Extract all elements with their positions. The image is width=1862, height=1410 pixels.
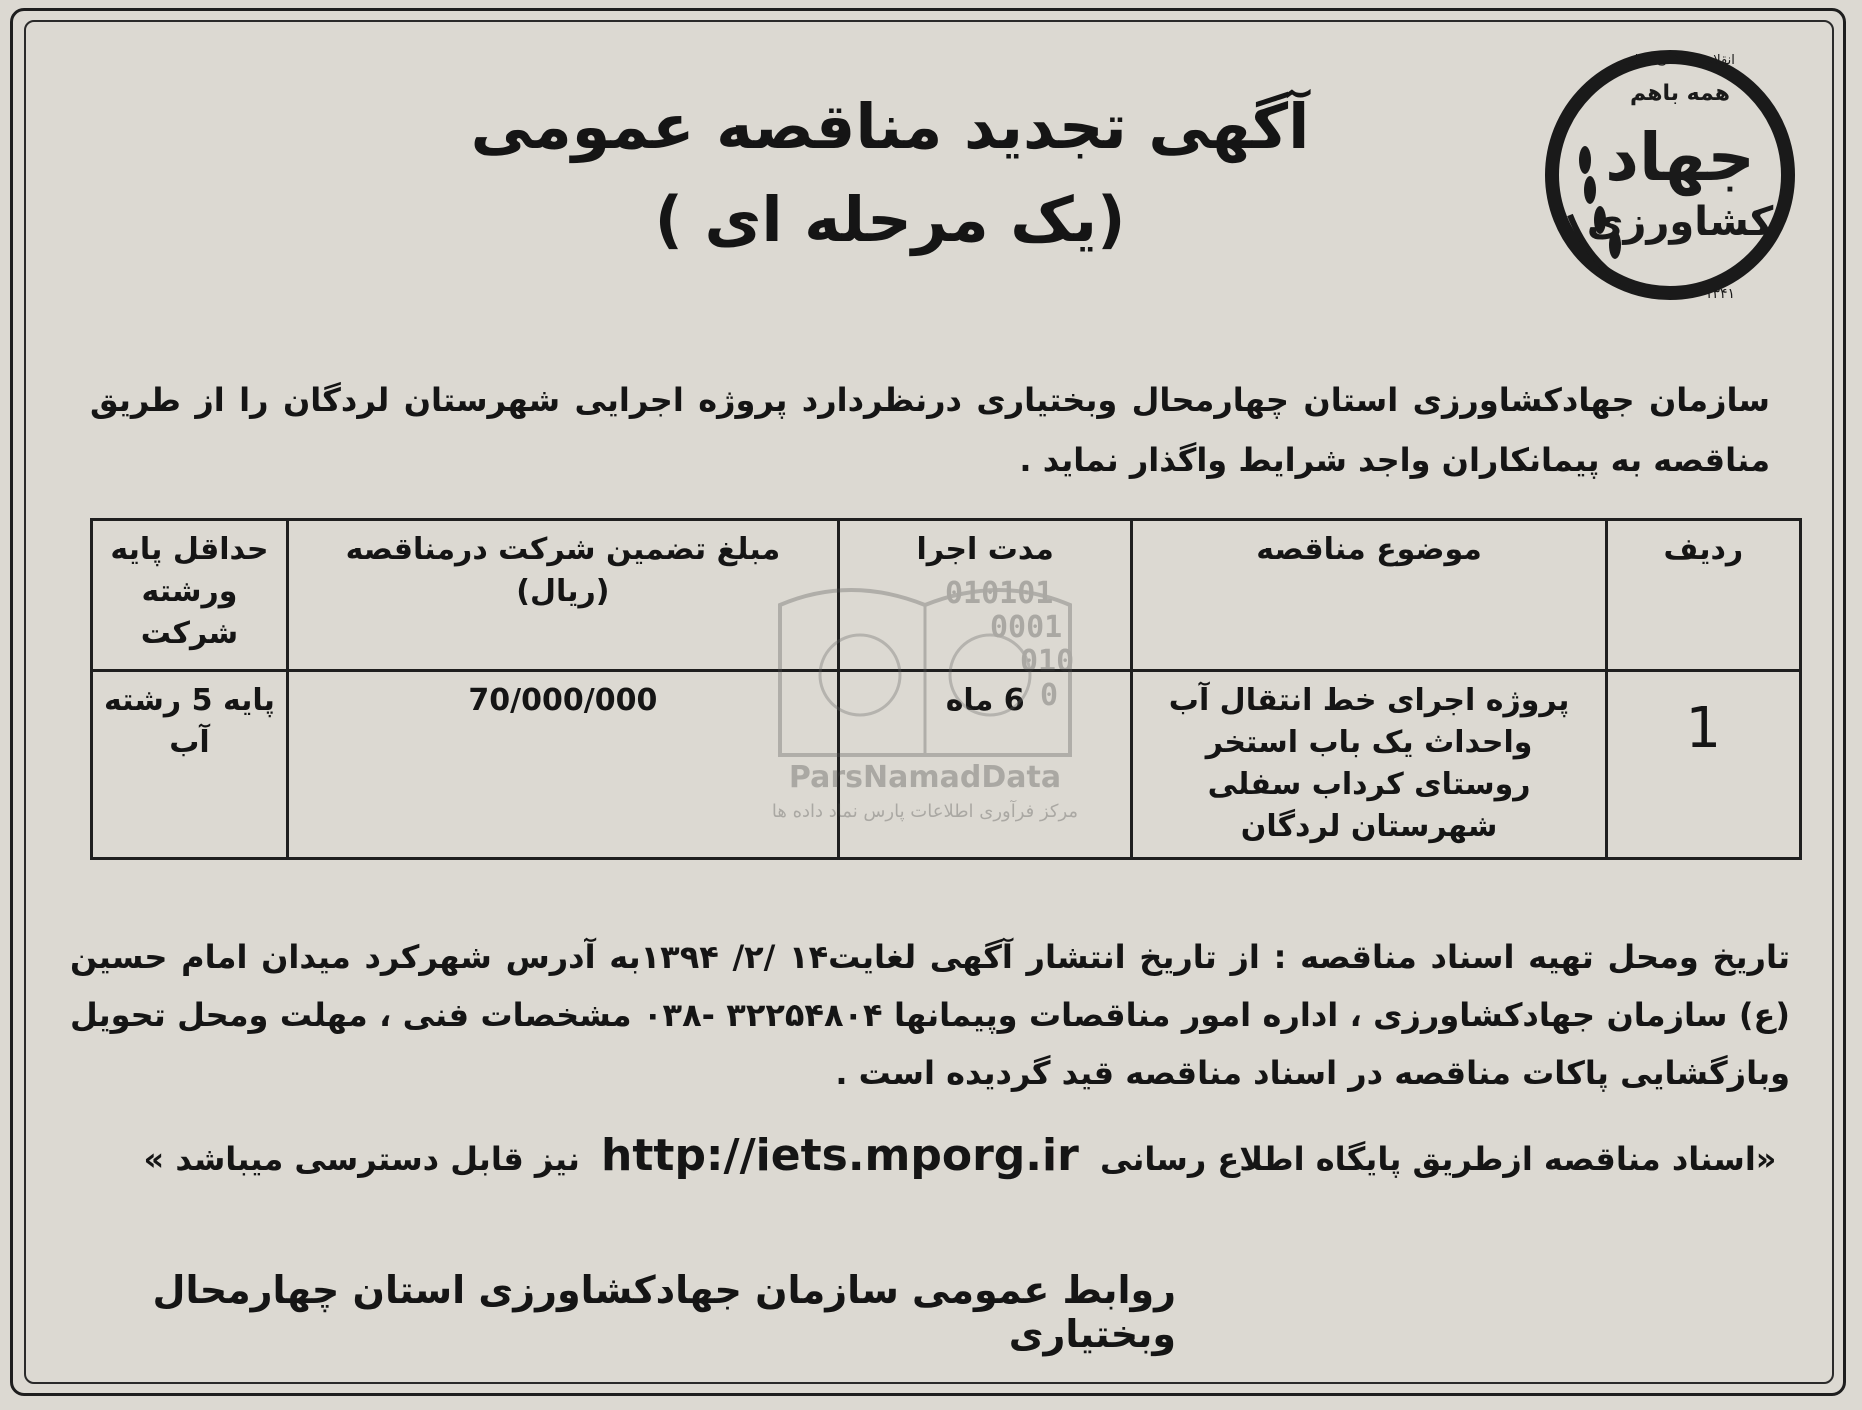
footer-signature: روابط عمومی سازمان جهادکشاورزی استان چهارمحال وبختیاری <box>152 1268 1176 1356</box>
logo-arc-text: انقلاب اسلامی ایران <box>1625 53 1735 68</box>
table-row <box>92 671 1801 859</box>
header-subject: موضوع مناقصه <box>1132 520 1606 671</box>
docs-url-link[interactable]: http://iets.mporg.ir <box>601 1130 1079 1181</box>
docs-text-after: نیز قابل دسترسی میباشد » <box>143 1140 580 1178</box>
watermark-caption: مرکز فرآوری اطلاعات پارس نماد داده ها <box>771 801 1079 822</box>
watermark-digits-2: 0001 <box>990 610 1063 645</box>
watermark-digits-1: 010101 <box>945 576 1054 611</box>
details-paragraph: تاریخ ومحل تهیه اسناد مناقصه : از تاریخ انتشار آگهی لغایت۱۴ /۲/ ۱۳۹۴به آدرس شهرکرد میدان امام حسین (ع) سازمان جهادکشاورزی ، اداره امور مناقصات وپیمانها ۳۲۲۵۴۸۰۴ -۰۳۸ مشخصات فنی ، مهلت ومحل تحویل وبازگشایی پاکات مناقصه در اسناد مناقصه قید گردیده است . <box>70 938 1791 1092</box>
jihad-keshavarzi-logo <box>1530 40 1810 310</box>
cell-duration: 6 ماه <box>838 671 1132 859</box>
title-line-2: (یک مرحله ای ) <box>654 183 1126 256</box>
header-row-number: ردیف <box>1606 520 1800 671</box>
cell-row-number: 1 <box>1606 671 1800 859</box>
watermark-digits-4: 0 <box>1040 678 1059 713</box>
logo-sub-text: کشاورزی <box>1586 199 1774 245</box>
header-grade: حداقل پایه ورشته شرکت <box>92 520 288 671</box>
intro-paragraph: سازمان جهادکشاورزی استان چهارمحال وبختیاری درنظردارد پروژه اجرایی شهرستان لردگان را از طریق مناقصه به پیمانکاران واجد شرایط واگذار نماید . <box>90 381 1770 479</box>
logo-year: ۱۳۴۱ <box>1704 286 1736 302</box>
ad-title <box>420 80 1360 266</box>
watermark-name: ParsNamadData <box>788 760 1062 795</box>
cell-subject: پروژه اجرای خط انتقال آب واحداث یک باب استخر روستای کرداب سفلی شهرستان لردگان <box>1132 671 1606 859</box>
header-guarantee: مبلغ تضمین شرکت درمناقصه (ریال) <box>287 520 838 671</box>
title-line-1: آگهی تجدید مناقصه عمومی <box>470 90 1310 163</box>
docs-text-before: «اسناد مناقصه ازطریق پایگاه اطلاع رسانی <box>1099 1140 1777 1178</box>
header-duration: مدت اجرا <box>838 520 1132 671</box>
logo-main-text: جهاد <box>1605 119 1755 196</box>
watermark-digits-3: 010 <box>1020 644 1075 679</box>
table-header-row <box>92 520 1801 671</box>
tender-table <box>90 518 1802 860</box>
cell-grade: پایه 5 رشته آب <box>92 671 288 859</box>
cell-guarantee: 70/000/000 <box>287 671 838 859</box>
logo-top-text: همه باهم <box>1629 81 1731 106</box>
documents-availability <box>140 1130 1780 1181</box>
